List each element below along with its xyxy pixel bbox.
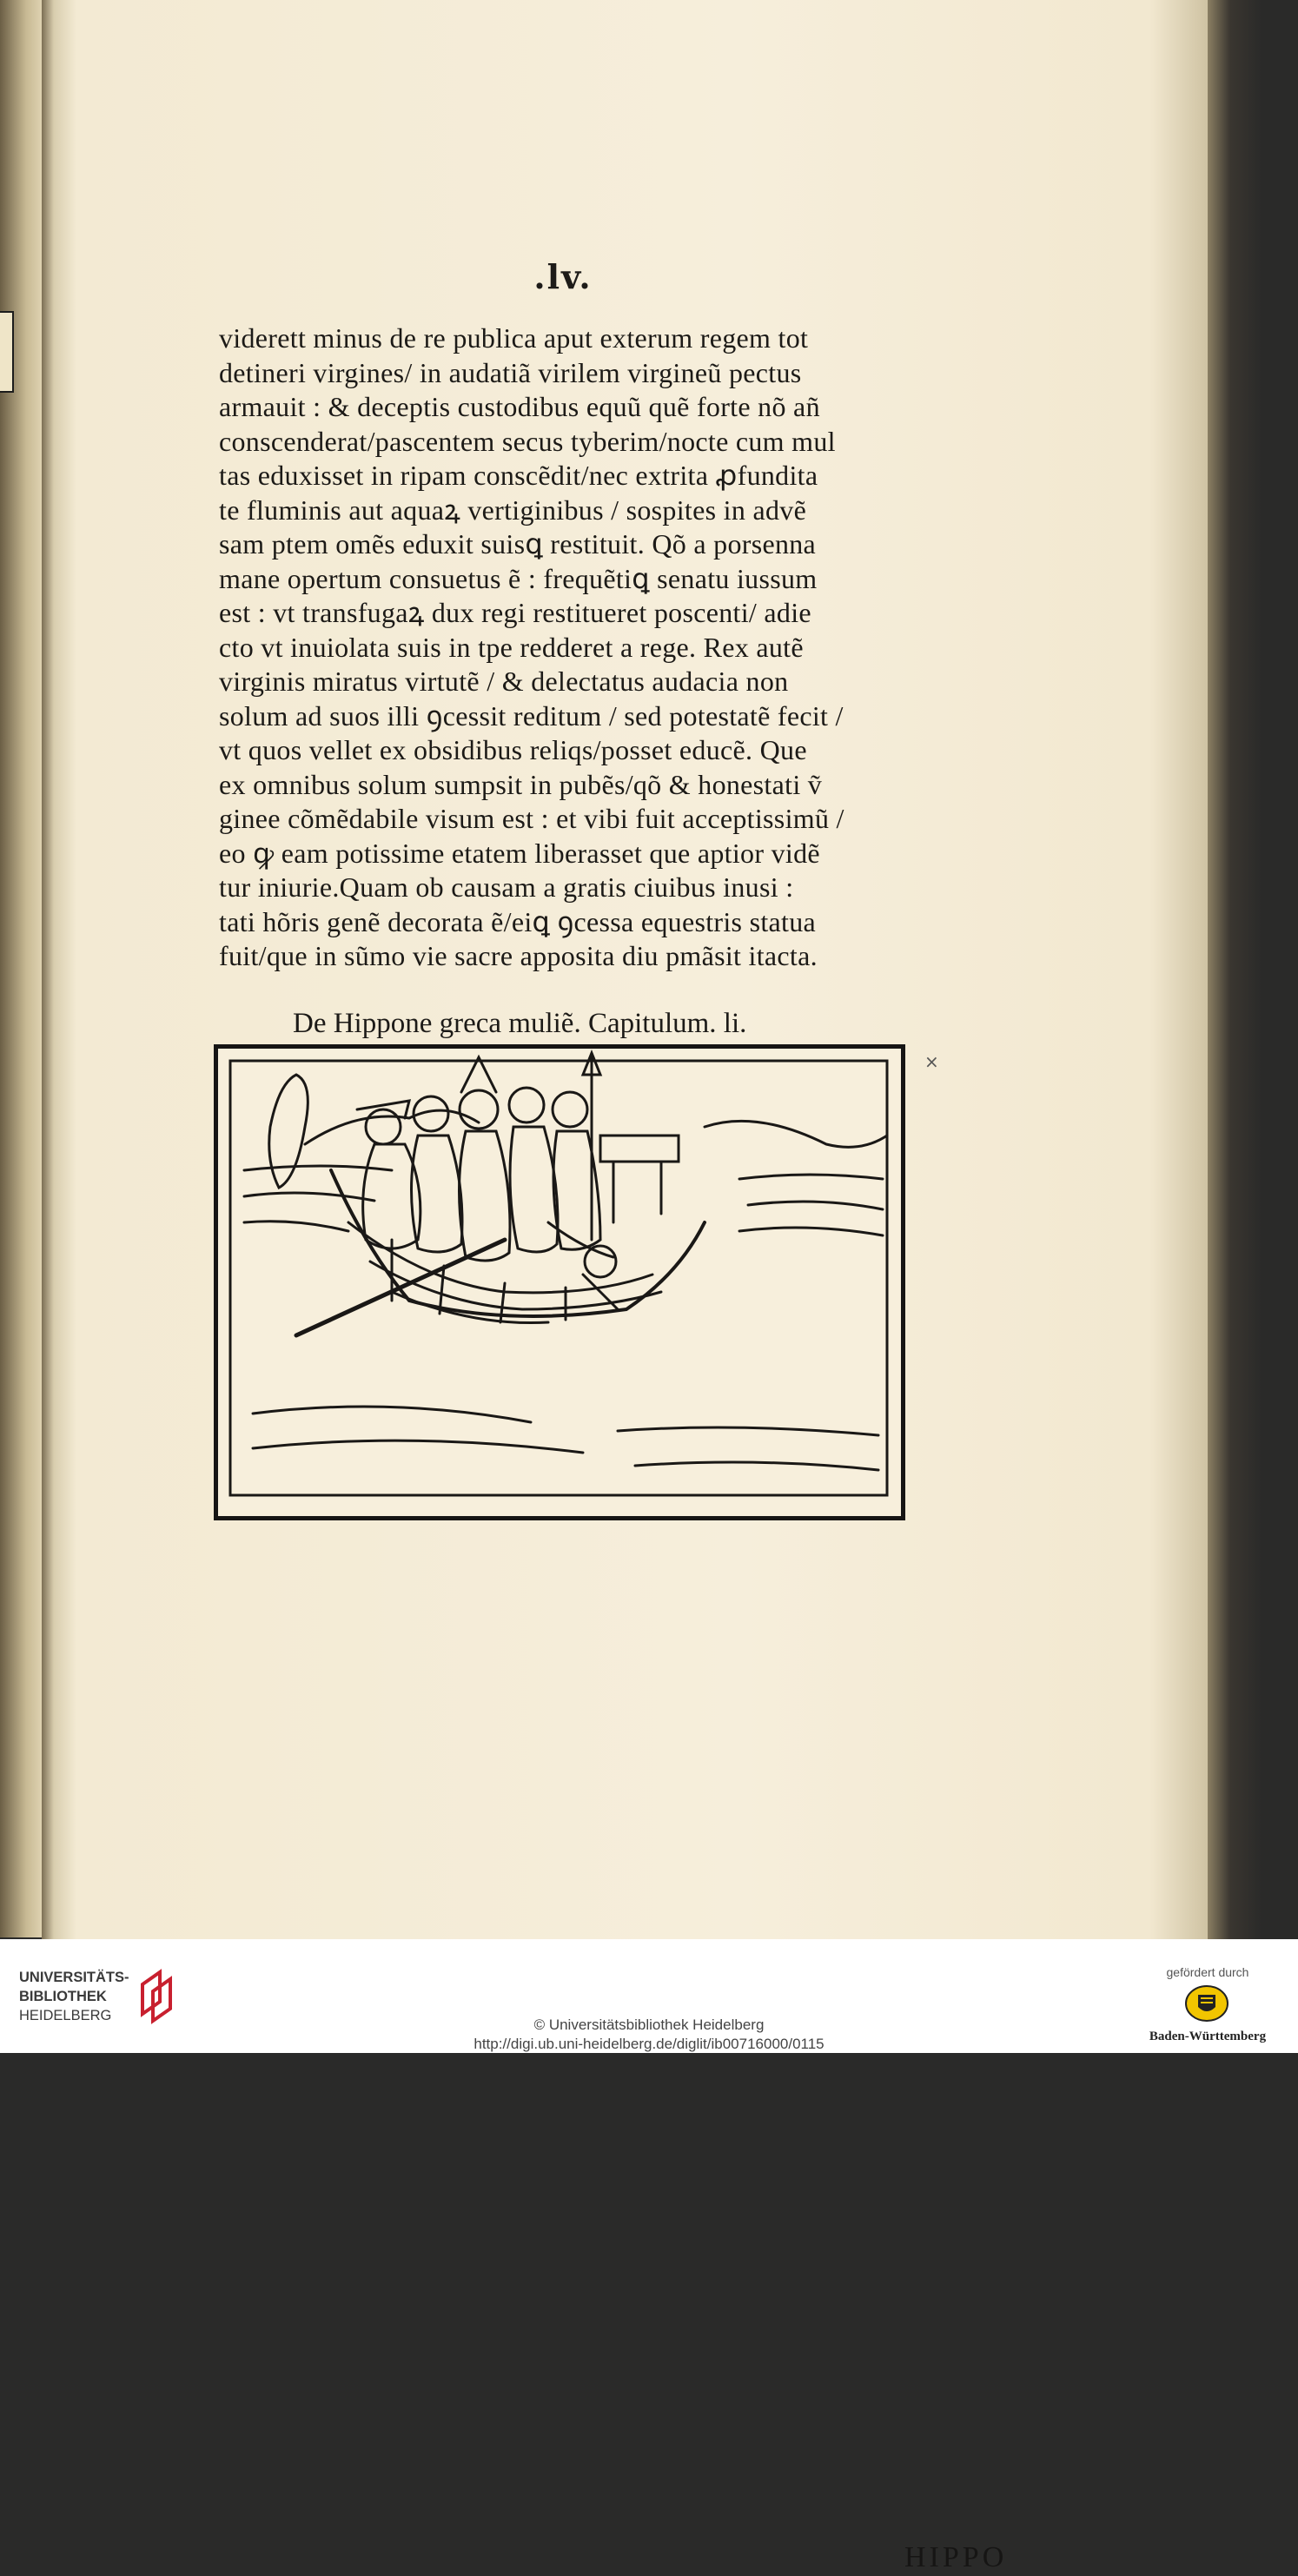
text-line: te fluminis aut aquaꝝ vertiginibus / sospites in advẽ [219, 493, 807, 526]
boat-woodcut-drawing [218, 1049, 901, 1516]
body-text [219, 321, 931, 974]
woodcut-label: HIPPO [904, 2541, 1008, 2573]
left-page-tab [0, 311, 14, 393]
permalink-url[interactable]: http://digi.ub.uni-heidelberg.de/diglit/ib00716000/0115 [474, 2036, 824, 2052]
text-line: armauit : & deceptis custodibus equũ quẽ forte nõ añ [219, 391, 820, 422]
text-line: tur iniurie.Quam ob causam a gratis ciuibus inusi : [219, 871, 794, 903]
text-line: conscenderat/pascentem secus tyberim/nocte cum mul [219, 425, 836, 457]
text-line: ex omnibus solum sumpsit in pubẽs/qõ & honestati ṽ [219, 768, 823, 800]
text-line: cto vt inuiolata suis in tpe redderet a rege. Rex autẽ [219, 631, 804, 663]
text-line: viderett minus de re publica aput exterum regem tot [219, 322, 809, 354]
library-line-2: BIBLIOTHEK [19, 1989, 107, 2004]
text-line: vt quos vellet ex obsidibus reliqs/posset educẽ. Que [219, 734, 807, 765]
text-line: virginis miratus virtutẽ / & delectatus audacia non [219, 666, 789, 697]
chapter-heading: De Hippone greca muliẽ. Capitulum. li. [293, 1008, 747, 1039]
folio-number: .lv. [533, 257, 593, 296]
library-line-3: HEIDELBERG [19, 2008, 112, 2023]
text-line: detineri virgines/ in audatiã virilem virgineũ pectus [219, 356, 802, 388]
sponsor-name: Baden-Württemberg [1149, 2030, 1267, 2043]
text-line: mane opertum consuetus ẽ : frequẽtiꝗ senatu iussum [219, 562, 818, 594]
sponsor-label: gefördert durch [1166, 1965, 1249, 1979]
baden-wuerttemberg-emblem [1183, 1984, 1230, 2023]
text-line: ginee cõmẽdabile visum est : et vibi fuit acceptissimũ / [219, 803, 844, 834]
text-line: tati hõris genẽ decorata ẽ/eiꝗ ꝯcessa equestris statua [219, 905, 817, 937]
margin-mark: × [924, 1051, 939, 1072]
text-line: solum ad suos illi ꝯcessit reditum / sed potestatẽ fecit / [219, 699, 844, 732]
text-line: est : vt transfugaꝝ dux regi restitueret poscenti/ adie [219, 597, 811, 628]
copyright-text: © Universitätsbibliothek Heidelberg [533, 2016, 765, 2033]
copyright-block [0, 2016, 1298, 2054]
library-line-1: UNIVERSITÄTS- [19, 1970, 129, 1985]
page-shadow [1208, 0, 1298, 1939]
text-line: eo ꝙ eam potissime etatem liberasset que aptior vidẽ [219, 837, 820, 869]
text-line: fuit/que in sũmo vie sacre apposita diu pmãsit itacta. [219, 940, 818, 971]
text-line: sam ptem omẽs eduxit suisꝗ restituit. Qõ a porsenna [219, 528, 817, 560]
text-line: tas eduxisset in ripam conscẽdit/nec extrita ꝓfundita [219, 460, 818, 491]
